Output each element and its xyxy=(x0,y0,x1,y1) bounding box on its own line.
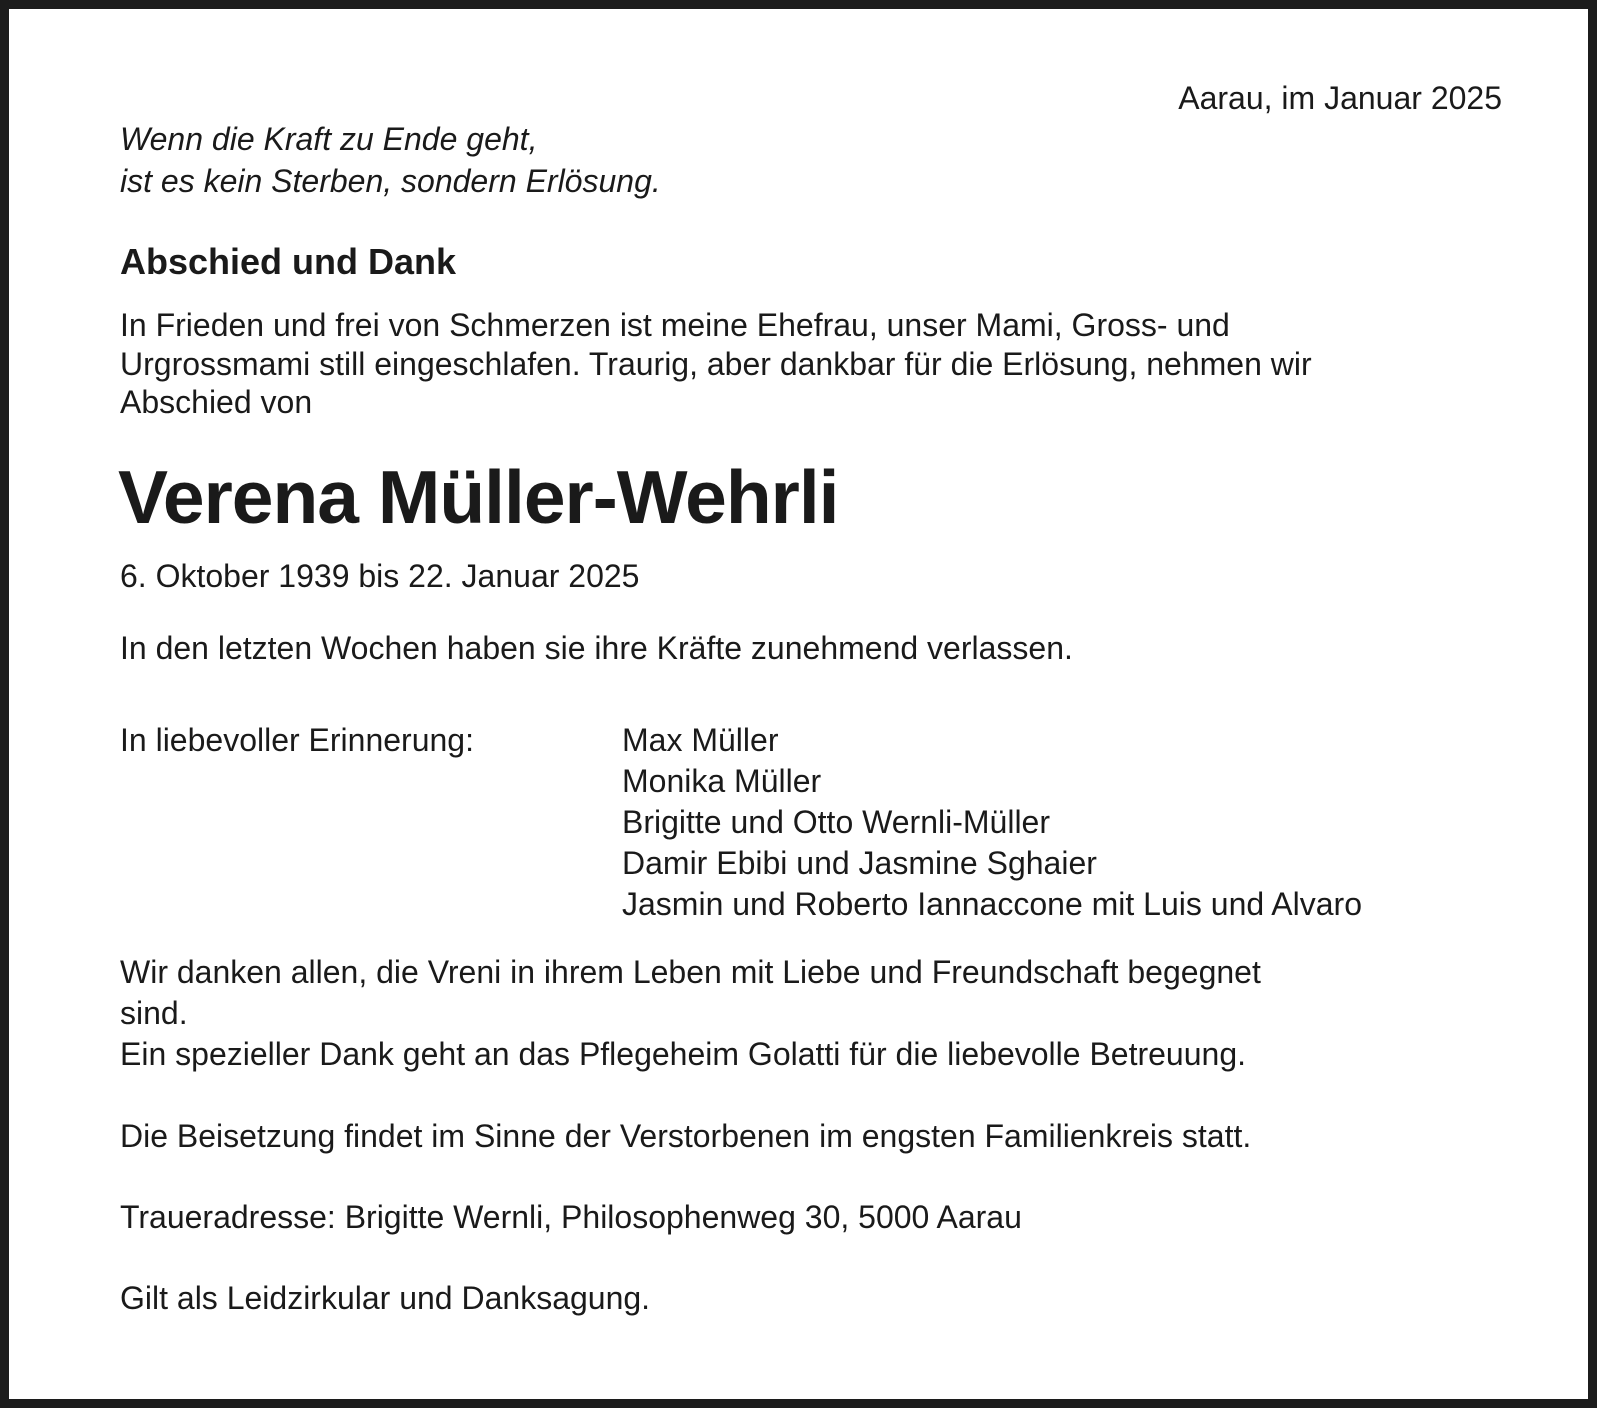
motto xyxy=(120,118,661,202)
last-weeks-line: In den letzten Wochen haben sie ihre Kräfte zunehmend verlassen. xyxy=(120,630,1073,666)
mourner-item: Jasmin und Roberto Iannaccone mit Luis und Alvaro xyxy=(622,886,1362,922)
thanks-paragraph xyxy=(120,952,1261,1075)
address-line: Traueradresse: Brigitte Wernli, Philosophenweg 30, 5000 Aarau xyxy=(120,1199,1022,1235)
intro-paragraph xyxy=(120,306,1312,422)
thanks-line: Ein spezieller Dank geht an das Pflegeheim Golatti für die liebevolle Betreuung. xyxy=(120,1036,1246,1072)
life-dates: 6. Oktober 1939 bis 22. Januar 2025 xyxy=(120,558,640,594)
mourners-list xyxy=(622,720,1362,925)
mourner-item: Monika Müller xyxy=(622,763,822,799)
intro-line: In Frieden und frei von Schmerzen ist meine Ehefrau, unser Mami, Gross- und xyxy=(120,307,1230,343)
motto-line: Wenn die Kraft zu Ende geht, xyxy=(120,121,538,157)
intro-line: Urgrossmami still eingeschlafen. Traurig, aber dankbar für die Erlösung, nehmen wir xyxy=(120,345,1312,382)
mourner-item: Max Müller xyxy=(622,722,779,758)
burial-line: Die Beisetzung findet im Sinne der Verstorbenen im engsten Familienkreis statt. xyxy=(120,1118,1252,1154)
thanks-line: Wir danken allen, die Vreni in ihrem Leben mit Liebe und Freundschaft begegnet xyxy=(120,954,1261,990)
deceased-name: Verena Müller-Wehrli xyxy=(118,455,839,539)
motto-line: ist es kein Sterben, sondern Erlösung. xyxy=(120,163,661,199)
heading: Abschied und Dank xyxy=(120,241,457,282)
mourner-item: Brigitte und Otto Wernli-Müller xyxy=(622,804,1050,840)
intro-line: Abschied von xyxy=(120,384,313,420)
closing-line: Gilt als Leidzirkular und Danksagung. xyxy=(120,1280,651,1316)
thanks-line: sind. xyxy=(120,995,188,1031)
closing-paragraph xyxy=(120,1278,650,1319)
mourner-item: Damir Ebibi und Jasmine Sghaier xyxy=(622,845,1097,881)
last-weeks-paragraph xyxy=(120,628,1073,669)
place-date: Aarau, im Januar 2025 xyxy=(1178,80,1502,116)
memory-label: In liebevoller Erinnerung: xyxy=(120,722,474,758)
address-paragraph xyxy=(120,1197,1022,1238)
burial-paragraph xyxy=(120,1116,1251,1157)
